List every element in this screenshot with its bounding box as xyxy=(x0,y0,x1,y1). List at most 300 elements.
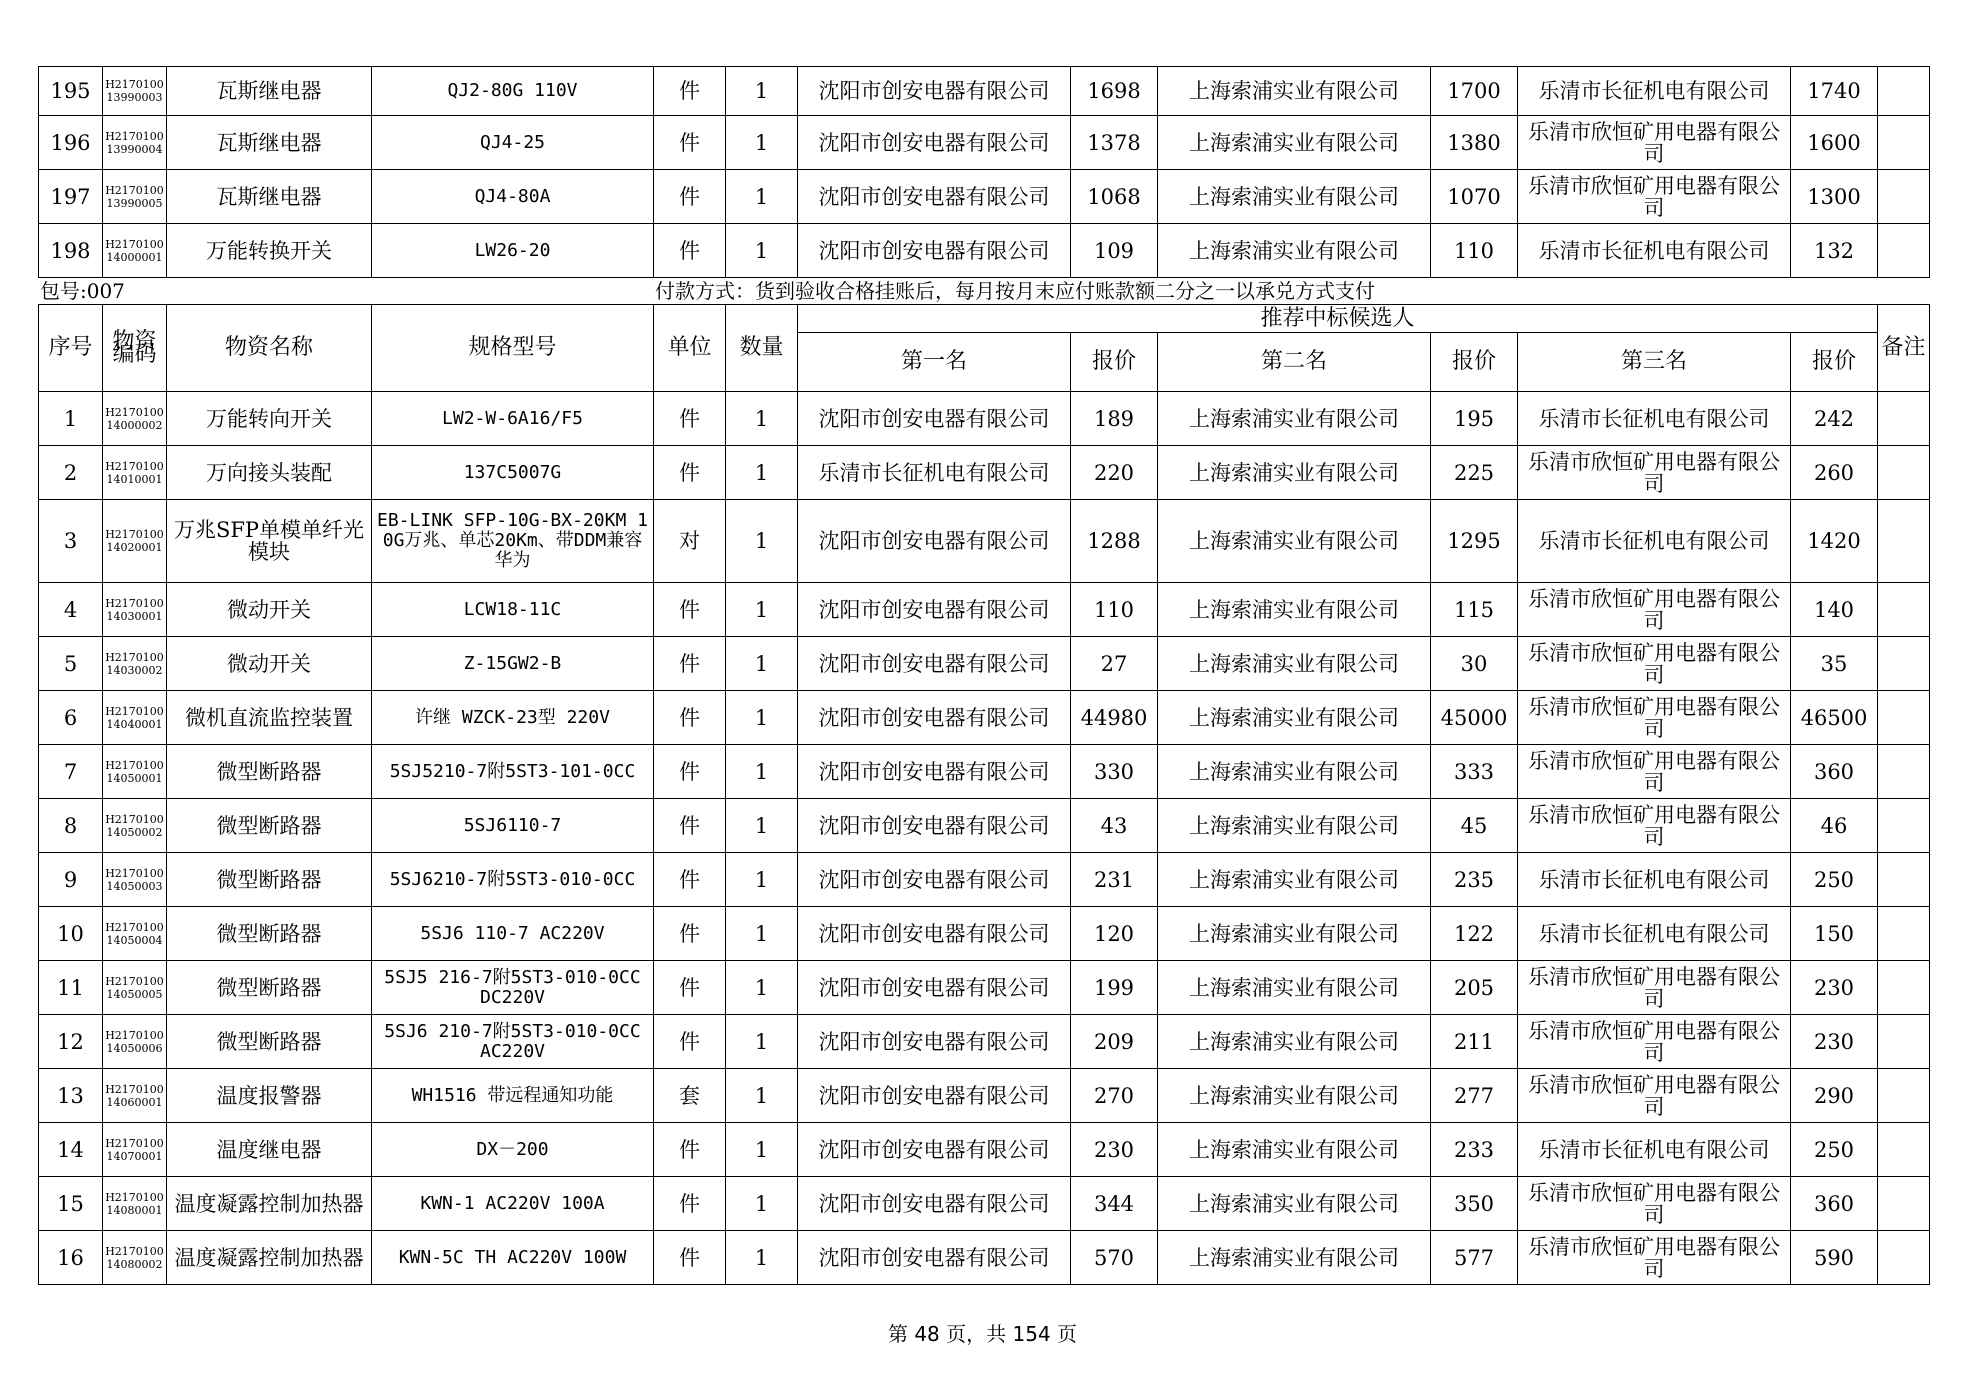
item-code xyxy=(103,637,167,691)
second-price: 122 xyxy=(1431,907,1518,961)
item-unit: 对 xyxy=(654,500,726,583)
item-code xyxy=(103,67,167,116)
item-code-line: 14070001 xyxy=(106,1149,163,1163)
item-qty: 1 xyxy=(726,392,798,446)
item-code-line: H2170100 xyxy=(105,920,164,934)
second-candidate: 上海索浦实业有限公司 xyxy=(1158,1231,1431,1285)
third-price: 150 xyxy=(1791,907,1878,961)
header-first: 第一名 xyxy=(798,333,1071,392)
item-code xyxy=(103,1015,167,1069)
header-code: 物资编码 xyxy=(103,305,167,392)
item-no: 15 xyxy=(39,1177,103,1231)
third-price: 242 xyxy=(1791,392,1878,446)
item-code xyxy=(103,1123,167,1177)
item-no: 198 xyxy=(39,224,103,278)
item-code xyxy=(103,799,167,853)
second-candidate: 上海索浦实业有限公司 xyxy=(1158,1123,1431,1177)
item-code xyxy=(103,907,167,961)
item-code-line: 14060001 xyxy=(106,1095,163,1109)
second-candidate: 上海索浦实业有限公司 xyxy=(1158,170,1431,224)
item-qty: 1 xyxy=(726,1123,798,1177)
item-code-line: 14080002 xyxy=(106,1257,163,1271)
item-remark xyxy=(1878,853,1930,907)
second-candidate: 上海索浦实业有限公司 xyxy=(1158,961,1431,1015)
item-code-line: 13990004 xyxy=(106,142,163,156)
first-candidate: 沈阳市创安电器有限公司 xyxy=(798,853,1071,907)
first-price: 110 xyxy=(1071,583,1158,637)
package-number: 包号:007 xyxy=(40,279,125,303)
second-candidate: 上海索浦实业有限公司 xyxy=(1158,799,1431,853)
second-price: 1380 xyxy=(1431,116,1518,170)
third-candidate: 乐清市长征机电有限公司 xyxy=(1518,224,1791,278)
item-spec: QJ4-80A xyxy=(372,170,654,224)
item-spec: KWN-5C TH AC220V 100W xyxy=(372,1231,654,1285)
first-price: 120 xyxy=(1071,907,1158,961)
third-price: 250 xyxy=(1791,853,1878,907)
item-spec: Z-15GW2-B xyxy=(372,637,654,691)
second-candidate: 上海索浦实业有限公司 xyxy=(1158,907,1431,961)
first-candidate: 沈阳市创安电器有限公司 xyxy=(798,1069,1071,1123)
item-code-line: H2170100 xyxy=(105,650,164,664)
header-qty: 数量 xyxy=(726,305,798,392)
header-spec: 规格型号 xyxy=(372,305,654,392)
item-unit: 件 xyxy=(654,691,726,745)
third-candidate: 乐清市欣恒矿用电器有限公司 xyxy=(1518,446,1791,500)
item-remark xyxy=(1878,500,1930,583)
item-qty: 1 xyxy=(726,583,798,637)
third-price: 290 xyxy=(1791,1069,1878,1123)
third-price: 250 xyxy=(1791,1123,1878,1177)
third-price: 46 xyxy=(1791,799,1878,853)
first-price: 344 xyxy=(1071,1177,1158,1231)
table-row xyxy=(39,1015,1930,1069)
header-price-2: 报价 xyxy=(1431,333,1518,392)
header-remark: 备注 xyxy=(1878,305,1930,392)
third-price: 1420 xyxy=(1791,500,1878,583)
header-price-1: 报价 xyxy=(1071,333,1158,392)
item-code-line: 14050006 xyxy=(106,1041,163,1055)
payment-terms: 付款方式：货到验收合格挂账后，每月按月末应付账款额二分之一以承兑方式支付 xyxy=(655,279,1375,303)
item-code-line: 14050004 xyxy=(106,933,163,947)
item-spec: QJ4-25 xyxy=(372,116,654,170)
second-price: 350 xyxy=(1431,1177,1518,1231)
first-price: 43 xyxy=(1071,799,1158,853)
first-candidate: 沈阳市创安电器有限公司 xyxy=(798,637,1071,691)
item-qty: 1 xyxy=(726,446,798,500)
third-candidate: 乐清市欣恒矿用电器有限公司 xyxy=(1518,799,1791,853)
item-code xyxy=(103,392,167,446)
first-candidate: 沈阳市创安电器有限公司 xyxy=(798,799,1071,853)
item-code-line: 14050005 xyxy=(106,987,163,1001)
third-candidate: 乐清市欣恒矿用电器有限公司 xyxy=(1518,691,1791,745)
third-candidate: 乐清市欣恒矿用电器有限公司 xyxy=(1518,745,1791,799)
item-qty: 1 xyxy=(726,116,798,170)
first-candidate: 沈阳市创安电器有限公司 xyxy=(798,116,1071,170)
first-candidate: 沈阳市创安电器有限公司 xyxy=(798,500,1071,583)
item-spec: 5SJ6 210-7附5ST3-010-0CC AC220V xyxy=(372,1015,654,1069)
second-price: 1070 xyxy=(1431,170,1518,224)
item-code-line: 13990005 xyxy=(106,196,163,210)
item-code xyxy=(103,224,167,278)
item-code-line: 14050001 xyxy=(106,771,163,785)
item-code-line: H2170100 xyxy=(105,1028,164,1042)
item-code xyxy=(103,446,167,500)
first-price: 231 xyxy=(1071,853,1158,907)
item-spec: EB-LINK SFP-10G-BX-20KM 10G万兆、单芯20Km、带DDM兼容华为 xyxy=(372,500,654,583)
item-code-line: H2170100 xyxy=(105,1244,164,1258)
third-price: 1600 xyxy=(1791,116,1878,170)
item-spec: 5SJ5 216-7附5ST3-010-0CC DC220V xyxy=(372,961,654,1015)
item-code-line: H2170100 xyxy=(105,974,164,988)
second-price: 115 xyxy=(1431,583,1518,637)
item-no: 4 xyxy=(39,583,103,637)
third-candidate: 乐清市欣恒矿用电器有限公司 xyxy=(1518,170,1791,224)
document-page xyxy=(38,66,1929,1285)
second-price: 195 xyxy=(1431,392,1518,446)
third-price: 35 xyxy=(1791,637,1878,691)
item-code xyxy=(103,116,167,170)
item-no: 2 xyxy=(39,446,103,500)
item-qty: 1 xyxy=(726,1015,798,1069)
item-spec: 137C5007G xyxy=(372,446,654,500)
second-candidate: 上海索浦实业有限公司 xyxy=(1158,116,1431,170)
table-row xyxy=(39,1123,1930,1177)
third-price: 260 xyxy=(1791,446,1878,500)
first-price: 199 xyxy=(1071,961,1158,1015)
table-row xyxy=(39,637,1930,691)
item-no: 6 xyxy=(39,691,103,745)
first-candidate: 沈阳市创安电器有限公司 xyxy=(798,67,1071,116)
second-candidate: 上海索浦实业有限公司 xyxy=(1158,583,1431,637)
item-code-line: 14000002 xyxy=(106,418,163,432)
item-unit: 件 xyxy=(654,1123,726,1177)
item-unit: 件 xyxy=(654,907,726,961)
header-price-3: 报价 xyxy=(1791,333,1878,392)
first-candidate: 沈阳市创安电器有限公司 xyxy=(798,907,1071,961)
item-spec: 5SJ6110-7 xyxy=(372,799,654,853)
table-row xyxy=(39,907,1930,961)
item-unit: 件 xyxy=(654,170,726,224)
item-no: 14 xyxy=(39,1123,103,1177)
third-candidate: 乐清市欣恒矿用电器有限公司 xyxy=(1518,1177,1791,1231)
item-remark xyxy=(1878,1231,1930,1285)
first-price: 109 xyxy=(1071,224,1158,278)
second-price: 277 xyxy=(1431,1069,1518,1123)
second-price: 1295 xyxy=(1431,500,1518,583)
item-no: 13 xyxy=(39,1069,103,1123)
first-candidate: 沈阳市创安电器有限公司 xyxy=(798,392,1071,446)
first-candidate: 沈阳市创安电器有限公司 xyxy=(798,224,1071,278)
item-spec: 许继 WZCK-23型 220V xyxy=(372,691,654,745)
table-row xyxy=(39,170,1930,224)
second-candidate: 上海索浦实业有限公司 xyxy=(1158,67,1431,116)
item-spec: LW26-20 xyxy=(372,224,654,278)
item-code-line: 13990003 xyxy=(106,91,163,104)
item-qty: 1 xyxy=(726,500,798,583)
second-candidate: 上海索浦实业有限公司 xyxy=(1158,1069,1431,1123)
item-qty: 1 xyxy=(726,907,798,961)
item-unit: 件 xyxy=(654,1231,726,1285)
third-candidate: 乐清市欣恒矿用电器有限公司 xyxy=(1518,1015,1791,1069)
second-candidate: 上海索浦实业有限公司 xyxy=(1158,500,1431,583)
second-price: 30 xyxy=(1431,637,1518,691)
third-candidate: 乐清市长征机电有限公司 xyxy=(1518,67,1791,116)
third-price: 1740 xyxy=(1791,67,1878,116)
third-price: 46500 xyxy=(1791,691,1878,745)
header-unit: 单位 xyxy=(654,305,726,392)
item-remark xyxy=(1878,446,1930,500)
item-no: 195 xyxy=(39,67,103,116)
item-qty: 1 xyxy=(726,691,798,745)
item-code-line: H2170100 xyxy=(105,812,164,826)
first-price: 1288 xyxy=(1071,500,1158,583)
item-unit: 件 xyxy=(654,745,726,799)
third-candidate: 乐清市欣恒矿用电器有限公司 xyxy=(1518,961,1791,1015)
item-spec: LW2-W-6A16/F5 xyxy=(372,392,654,446)
item-unit: 件 xyxy=(654,1177,726,1231)
item-remark xyxy=(1878,170,1930,224)
package-info-row xyxy=(38,278,1929,304)
third-price: 132 xyxy=(1791,224,1878,278)
second-candidate: 上海索浦实业有限公司 xyxy=(1158,392,1431,446)
header-no: 序号 xyxy=(39,305,103,392)
item-no: 9 xyxy=(39,853,103,907)
item-remark xyxy=(1878,116,1930,170)
item-name: 温度凝露控制加热器 xyxy=(167,1231,372,1285)
item-unit: 件 xyxy=(654,853,726,907)
table-row xyxy=(39,1231,1930,1285)
item-code xyxy=(103,1177,167,1231)
first-price: 230 xyxy=(1071,1123,1158,1177)
third-candidate: 乐清市欣恒矿用电器有限公司 xyxy=(1518,583,1791,637)
second-candidate: 上海索浦实业有限公司 xyxy=(1158,745,1431,799)
item-remark xyxy=(1878,637,1930,691)
item-remark xyxy=(1878,1177,1930,1231)
item-code xyxy=(103,745,167,799)
item-no: 7 xyxy=(39,745,103,799)
first-price: 1068 xyxy=(1071,170,1158,224)
item-name: 微动开关 xyxy=(167,583,372,637)
item-remark xyxy=(1878,1015,1930,1069)
item-name: 万能转换开关 xyxy=(167,224,372,278)
item-code-line: H2170100 xyxy=(105,866,164,880)
first-candidate: 沈阳市创安电器有限公司 xyxy=(798,1015,1071,1069)
item-code xyxy=(103,853,167,907)
item-remark xyxy=(1878,67,1930,116)
item-qty: 1 xyxy=(726,170,798,224)
item-code xyxy=(103,170,167,224)
item-remark xyxy=(1878,907,1930,961)
second-price: 233 xyxy=(1431,1123,1518,1177)
item-spec: LCW18-11C xyxy=(372,583,654,637)
item-spec: QJ2-80G 110V xyxy=(372,67,654,116)
item-code-line: H2170100 xyxy=(105,237,164,251)
item-spec: 5SJ5210-7附5ST3-101-0CC xyxy=(372,745,654,799)
third-candidate: 乐清市长征机电有限公司 xyxy=(1518,907,1791,961)
table-row xyxy=(39,583,1930,637)
first-candidate: 沈阳市创安电器有限公司 xyxy=(798,170,1071,224)
bid-table-main xyxy=(38,304,1930,1285)
item-spec: 5SJ6210-7附5ST3-010-0CC xyxy=(372,853,654,907)
table-row xyxy=(39,799,1930,853)
item-code xyxy=(103,1069,167,1123)
item-code-line: H2170100 xyxy=(105,1136,164,1150)
item-code-line: H2170100 xyxy=(105,459,164,473)
item-code-line: H2170100 xyxy=(105,129,164,143)
item-spec: 5SJ6 110-7 AC220V xyxy=(372,907,654,961)
item-code-line: 14020001 xyxy=(106,541,163,554)
item-code-line: H2170100 xyxy=(105,528,164,541)
table-row xyxy=(39,116,1930,170)
item-name: 微动开关 xyxy=(167,637,372,691)
item-code-line: H2170100 xyxy=(105,758,164,772)
item-code xyxy=(103,500,167,583)
item-qty: 1 xyxy=(726,853,798,907)
item-code-line: H2170100 xyxy=(105,78,164,91)
table-row xyxy=(39,500,1930,583)
item-name: 微机直流监控装置 xyxy=(167,691,372,745)
second-candidate: 上海索浦实业有限公司 xyxy=(1158,637,1431,691)
item-qty: 1 xyxy=(726,637,798,691)
second-price: 205 xyxy=(1431,961,1518,1015)
item-code-line: 14030001 xyxy=(106,609,163,623)
item-code-line: H2170100 xyxy=(105,1190,164,1204)
second-price: 45000 xyxy=(1431,691,1518,745)
second-price: 577 xyxy=(1431,1231,1518,1285)
item-code-line: H2170100 xyxy=(105,704,164,718)
item-unit: 件 xyxy=(654,799,726,853)
first-candidate: 乐清市长征机电有限公司 xyxy=(798,446,1071,500)
first-price: 330 xyxy=(1071,745,1158,799)
item-qty: 1 xyxy=(726,799,798,853)
third-candidate: 乐清市欣恒矿用电器有限公司 xyxy=(1518,1231,1791,1285)
item-code-line: 14000001 xyxy=(106,250,163,264)
first-candidate: 沈阳市创安电器有限公司 xyxy=(798,1177,1071,1231)
item-name: 瓦斯继电器 xyxy=(167,67,372,116)
item-no: 11 xyxy=(39,961,103,1015)
table-row xyxy=(39,745,1930,799)
item-spec: DX－200 xyxy=(372,1123,654,1177)
first-candidate: 沈阳市创安电器有限公司 xyxy=(798,583,1071,637)
second-candidate: 上海索浦实业有限公司 xyxy=(1158,446,1431,500)
item-unit: 件 xyxy=(654,392,726,446)
page-footer: 第 48 页，共 154 页 xyxy=(887,1322,1078,1346)
item-code-line: 14030002 xyxy=(106,663,163,677)
item-name: 微型断路器 xyxy=(167,1015,372,1069)
header-second: 第二名 xyxy=(1158,333,1431,392)
item-qty: 1 xyxy=(726,1177,798,1231)
item-unit: 件 xyxy=(654,446,726,500)
item-spec: KWN-1 AC220V 100A xyxy=(372,1177,654,1231)
second-price: 333 xyxy=(1431,745,1518,799)
third-price: 360 xyxy=(1791,1177,1878,1231)
first-price: 270 xyxy=(1071,1069,1158,1123)
item-code-line: H2170100 xyxy=(105,183,164,197)
item-code xyxy=(103,961,167,1015)
item-no: 8 xyxy=(39,799,103,853)
item-code-line: H2170100 xyxy=(105,596,164,610)
item-code-line: 14010001 xyxy=(106,472,163,486)
third-price: 230 xyxy=(1791,961,1878,1015)
item-qty: 1 xyxy=(726,1069,798,1123)
table-row xyxy=(39,392,1930,446)
first-candidate: 沈阳市创安电器有限公司 xyxy=(798,1231,1071,1285)
item-code-line: 14050002 xyxy=(106,825,163,839)
header-name: 物资名称 xyxy=(167,305,372,392)
item-qty: 1 xyxy=(726,961,798,1015)
item-spec: WH1516 带远程通知功能 xyxy=(372,1069,654,1123)
item-remark xyxy=(1878,691,1930,745)
item-remark xyxy=(1878,1123,1930,1177)
second-candidate: 上海索浦实业有限公司 xyxy=(1158,853,1431,907)
item-name: 万向接头装配 xyxy=(167,446,372,500)
item-code-line: 14040001 xyxy=(106,717,163,731)
third-candidate: 乐清市长征机电有限公司 xyxy=(1518,500,1791,583)
second-price: 1700 xyxy=(1431,67,1518,116)
item-no: 1 xyxy=(39,392,103,446)
item-code xyxy=(103,583,167,637)
second-candidate: 上海索浦实业有限公司 xyxy=(1158,1177,1431,1231)
first-price: 209 xyxy=(1071,1015,1158,1069)
item-name: 微型断路器 xyxy=(167,853,372,907)
table-row xyxy=(39,853,1930,907)
item-qty: 1 xyxy=(726,745,798,799)
third-candidate: 乐清市长征机电有限公司 xyxy=(1518,1123,1791,1177)
third-candidate: 乐清市长征机电有限公司 xyxy=(1518,392,1791,446)
item-no: 5 xyxy=(39,637,103,691)
first-candidate: 沈阳市创安电器有限公司 xyxy=(798,691,1071,745)
table-row xyxy=(39,224,1930,278)
second-price: 225 xyxy=(1431,446,1518,500)
item-no: 3 xyxy=(39,500,103,583)
item-remark xyxy=(1878,224,1930,278)
item-code-line: H2170100 xyxy=(105,1082,164,1096)
item-name: 微型断路器 xyxy=(167,961,372,1015)
third-candidate: 乐清市欣恒矿用电器有限公司 xyxy=(1518,637,1791,691)
table-row xyxy=(39,1069,1930,1123)
item-remark xyxy=(1878,745,1930,799)
third-candidate: 乐清市长征机电有限公司 xyxy=(1518,853,1791,907)
item-name: 瓦斯继电器 xyxy=(167,170,372,224)
item-remark xyxy=(1878,961,1930,1015)
item-qty: 1 xyxy=(726,1231,798,1285)
item-qty: 1 xyxy=(726,67,798,116)
item-name: 温度凝露控制加热器 xyxy=(167,1177,372,1231)
first-candidate: 沈阳市创安电器有限公司 xyxy=(798,745,1071,799)
table-row xyxy=(39,67,1930,116)
item-no: 10 xyxy=(39,907,103,961)
second-price: 45 xyxy=(1431,799,1518,853)
item-unit: 件 xyxy=(654,116,726,170)
item-name: 温度继电器 xyxy=(167,1123,372,1177)
third-price: 230 xyxy=(1791,1015,1878,1069)
item-code-line: 14080001 xyxy=(106,1203,163,1217)
third-price: 140 xyxy=(1791,583,1878,637)
third-price: 1300 xyxy=(1791,170,1878,224)
header-candidates: 推荐中标候选人 xyxy=(798,305,1878,333)
second-candidate: 上海索浦实业有限公司 xyxy=(1158,691,1431,745)
item-unit: 件 xyxy=(654,961,726,1015)
item-qty: 1 xyxy=(726,224,798,278)
third-price: 360 xyxy=(1791,745,1878,799)
second-price: 235 xyxy=(1431,853,1518,907)
first-price: 570 xyxy=(1071,1231,1158,1285)
second-candidate: 上海索浦实业有限公司 xyxy=(1158,224,1431,278)
second-price: 110 xyxy=(1431,224,1518,278)
first-candidate: 沈阳市创安电器有限公司 xyxy=(798,1123,1071,1177)
table-row xyxy=(39,961,1930,1015)
item-name: 微型断路器 xyxy=(167,745,372,799)
